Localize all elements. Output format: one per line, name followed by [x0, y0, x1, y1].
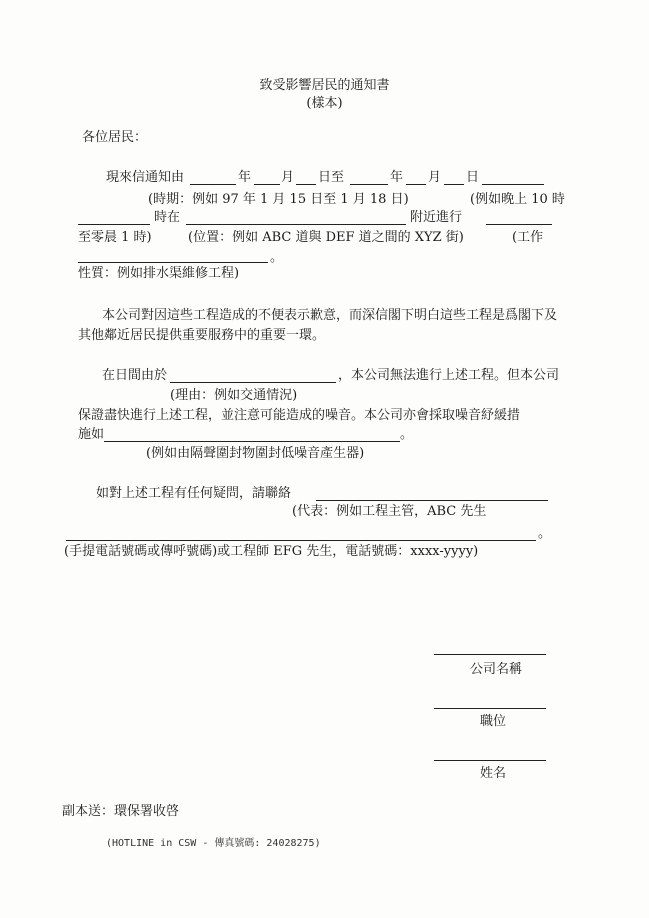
- signature-company: 公司名稱: [470, 662, 523, 677]
- salutation: 各位居民：: [82, 130, 148, 145]
- contact-prefix: 如對上述工程有任何疑問，請聯絡: [96, 486, 292, 501]
- signature-line-company: [434, 654, 546, 655]
- signature-line-position: [434, 708, 546, 709]
- para3-suffix: ，本公司無法進行上述工程。但本公司: [338, 368, 560, 383]
- representative-example: (代表：例如工程主管，ABC 先生: [292, 504, 487, 519]
- blank-mitigation: [104, 441, 400, 442]
- blank-time-start: [482, 184, 544, 185]
- para3-line-2: 保證盡快進行上述工程，並注意可能造成的噪音。本公司亦會採取噪音紓緩措: [78, 408, 521, 423]
- document-title: 致受影響居民的通知書: [259, 78, 390, 93]
- period-example: (時期：例如 97 年 1 月 15 日至 1 月 18 日): [148, 192, 409, 207]
- work-nature-example: 性質：例如排水渠維修工程): [78, 266, 240, 281]
- para1-day-to: 日至: [318, 170, 345, 185]
- blank-start-year: [190, 184, 236, 185]
- para1-period: 。: [270, 250, 284, 265]
- reason-example: (理由：例如交通情況): [170, 388, 298, 403]
- phone-line: (手提電話號碼或傳呼號碼)或工程師 EFG 先生，電話號碼：xxxx-yyyy): [64, 544, 479, 559]
- para1-time-at: 時在: [154, 210, 181, 225]
- blank-end-month: [406, 184, 426, 185]
- para1-year: 年: [238, 170, 252, 185]
- para4-period: 。: [538, 526, 552, 541]
- para3-prefix: 在日間由於: [102, 368, 168, 383]
- para3-line-3-prefix: 施如: [78, 427, 105, 442]
- document-subtitle: (樣本): [306, 96, 343, 111]
- para1-prefix: 現來信通知由: [106, 170, 185, 185]
- apology-line-2: 其他鄰近居民提供重要服務中的重要一環。: [78, 328, 326, 343]
- para1-day2: 日: [466, 170, 480, 185]
- time-example-start: (例如晚上 10 時: [470, 192, 565, 207]
- para1-month2: 月: [428, 170, 442, 185]
- hotline-fax: (HOTLINE in CSW - 傳真號碼: 24028275): [106, 838, 321, 849]
- location-example: (位置：例如 ABC 道與 DEF 道之間的 XYZ 街): [188, 230, 464, 245]
- signature-name: 姓名: [480, 766, 507, 781]
- para1-year2: 年: [390, 170, 404, 185]
- work-open: (工作: [512, 230, 544, 245]
- apology-line-1: 本公司對因這些工程造成的不便表示歉意，而深信閣下明白這些工程是爲閣下及: [102, 308, 558, 323]
- carbon-copy: 副本送：環保署收啓: [62, 804, 180, 819]
- blank-location: [186, 224, 406, 225]
- para1-month: 月: [281, 170, 295, 185]
- signature-position: 職位: [480, 714, 507, 729]
- blank-contact-phone: [66, 540, 536, 541]
- blank-end-year: [350, 184, 388, 185]
- measure-example: (例如由隔聲圍封物圍封低噪音產生器): [146, 446, 365, 461]
- blank-start-day: [296, 184, 316, 185]
- blank-work-nature: [78, 262, 268, 263]
- para1-nearby: 附近進行: [410, 210, 463, 225]
- blank-time-hour: [78, 224, 150, 225]
- time-example-end: 至零晨 1 時): [78, 230, 152, 245]
- blank-start-month: [254, 184, 280, 185]
- para3-period: 。: [400, 427, 414, 442]
- blank-reason: [170, 382, 336, 383]
- blank-end-day: [444, 184, 464, 185]
- blank-work: [486, 224, 552, 225]
- signature-line-name: [434, 760, 546, 761]
- blank-contact: [316, 500, 548, 501]
